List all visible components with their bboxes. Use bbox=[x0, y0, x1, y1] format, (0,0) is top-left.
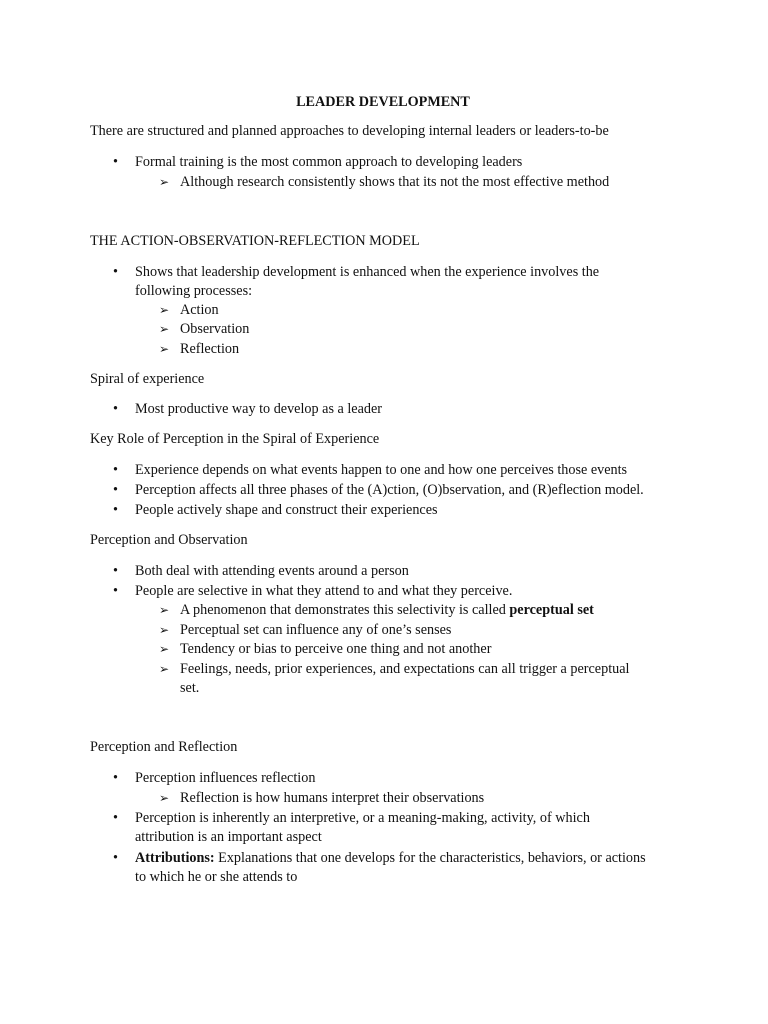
sub-list-item bbox=[159, 640, 685, 660]
list-item bbox=[113, 849, 685, 869]
arrow-bullet-icon: ➢ bbox=[159, 342, 170, 356]
list-item bbox=[113, 400, 685, 420]
list-item-text: Experience depends on what events happen to one and how one perceives those events bbox=[135, 462, 628, 478]
page-title: LEADER DEVELOPMENT bbox=[296, 94, 470, 110]
list-item bbox=[113, 263, 685, 283]
sub-list-item bbox=[159, 340, 685, 360]
section-heading: Key Role of Perception in the Spiral of Experience bbox=[90, 431, 380, 447]
list-item-text: Perception affects all three phases of the (A)ction, (O)bservation, and (R)eflection model. bbox=[135, 482, 644, 498]
list-item-continuation: following processes: bbox=[135, 283, 253, 299]
bullet-icon: • bbox=[113, 401, 118, 417]
sub-list-item-text: Action bbox=[180, 302, 219, 318]
arrow-bullet-icon: ➢ bbox=[159, 642, 170, 656]
section-heading: Perception and Observation bbox=[90, 532, 248, 548]
sub-list-item bbox=[159, 173, 685, 193]
sub-list-item-text: Although research consistently shows that its not the most effective method bbox=[180, 174, 610, 190]
list-item-text: People actively shape and construct their experiences bbox=[135, 502, 438, 518]
section-heading: Perception and Reflection bbox=[90, 739, 238, 755]
sub-list-item bbox=[159, 660, 685, 680]
bullet-icon: • bbox=[113, 482, 118, 498]
sub-list-item-text: Tendency or bias to perceive one thing and not another bbox=[180, 641, 492, 657]
bullet-icon: • bbox=[113, 264, 118, 280]
list-item-text: Formal training is the most common approach to developing leaders bbox=[135, 154, 523, 170]
arrow-bullet-icon: ➢ bbox=[159, 303, 170, 317]
arrow-bullet-icon: ➢ bbox=[159, 322, 170, 336]
list-item bbox=[113, 461, 685, 481]
section-heading: THE ACTION-OBSERVATION-REFLECTION MODEL bbox=[90, 233, 420, 249]
sub-list-item-text: Observation bbox=[180, 321, 250, 337]
list-item-text: Both deal with attending events around a person bbox=[135, 563, 409, 579]
bullet-icon: • bbox=[113, 770, 118, 786]
list-item-text: Perception influences reflection bbox=[135, 770, 316, 786]
list-item-text: Most productive way to develop as a leader bbox=[135, 401, 383, 417]
sub-list-item-text: Feelings, needs, prior experiences, and expectations can all trigger a perceptual bbox=[180, 661, 630, 677]
section-heading: Spiral of experience bbox=[90, 371, 205, 387]
list-item-text: Perception is inherently an interpretive, or a meaning-making, activity, of which bbox=[135, 810, 590, 826]
list-item bbox=[113, 501, 685, 521]
bullet-icon: • bbox=[113, 810, 118, 826]
list-item bbox=[113, 153, 685, 173]
bullet-icon: • bbox=[113, 154, 118, 170]
bullet-icon: • bbox=[113, 502, 118, 518]
sub-list-item bbox=[159, 301, 685, 321]
list-item-text: Shows that leadership development is enhanced when the experience involves the bbox=[135, 264, 600, 280]
list-item bbox=[113, 582, 685, 602]
list-item bbox=[113, 481, 685, 501]
sub-list-item-text: Perceptual set can influence any of one’s senses bbox=[180, 622, 452, 638]
sub-list-item bbox=[159, 601, 685, 621]
list-item-continuation: to which he or she attends to bbox=[135, 869, 298, 885]
bullet-icon: • bbox=[113, 850, 118, 866]
arrow-bullet-icon: ➢ bbox=[159, 662, 170, 676]
bullet-icon: • bbox=[113, 462, 118, 478]
bullet-icon: • bbox=[113, 563, 118, 579]
arrow-bullet-icon: ➢ bbox=[159, 623, 170, 637]
arrow-bullet-icon: ➢ bbox=[159, 791, 170, 805]
emphasis-term: perceptual set bbox=[509, 602, 594, 618]
intro-paragraph: There are structured and planned approaches to developing internal leaders or leaders-to-be bbox=[90, 123, 609, 139]
bullet-icon: • bbox=[113, 583, 118, 599]
list-item bbox=[113, 562, 685, 582]
sub-list-item bbox=[159, 621, 685, 641]
sub-list-item bbox=[159, 789, 685, 809]
sub-list-item bbox=[159, 320, 685, 340]
arrow-bullet-icon: ➢ bbox=[159, 603, 170, 617]
sub-list-item-continuation: set. bbox=[180, 680, 200, 696]
list-item-text: Explanations that one develops for the characteristics, behaviors, or actions bbox=[214, 850, 646, 866]
term-label: Attributions: bbox=[135, 850, 215, 866]
list-item bbox=[113, 809, 685, 829]
sub-list-item-text: Reflection is how humans interpret their observations bbox=[180, 790, 485, 806]
arrow-bullet-icon: ➢ bbox=[159, 175, 170, 189]
sub-list-item-text: A phenomenon that demonstrates this selectivity is called bbox=[180, 602, 510, 618]
sub-list-item-text: Reflection bbox=[180, 341, 240, 357]
list-item bbox=[113, 769, 685, 789]
list-item-text: People are selective in what they attend to and what they perceive. bbox=[135, 583, 513, 599]
list-item-continuation: attribution is an important aspect bbox=[135, 829, 322, 845]
